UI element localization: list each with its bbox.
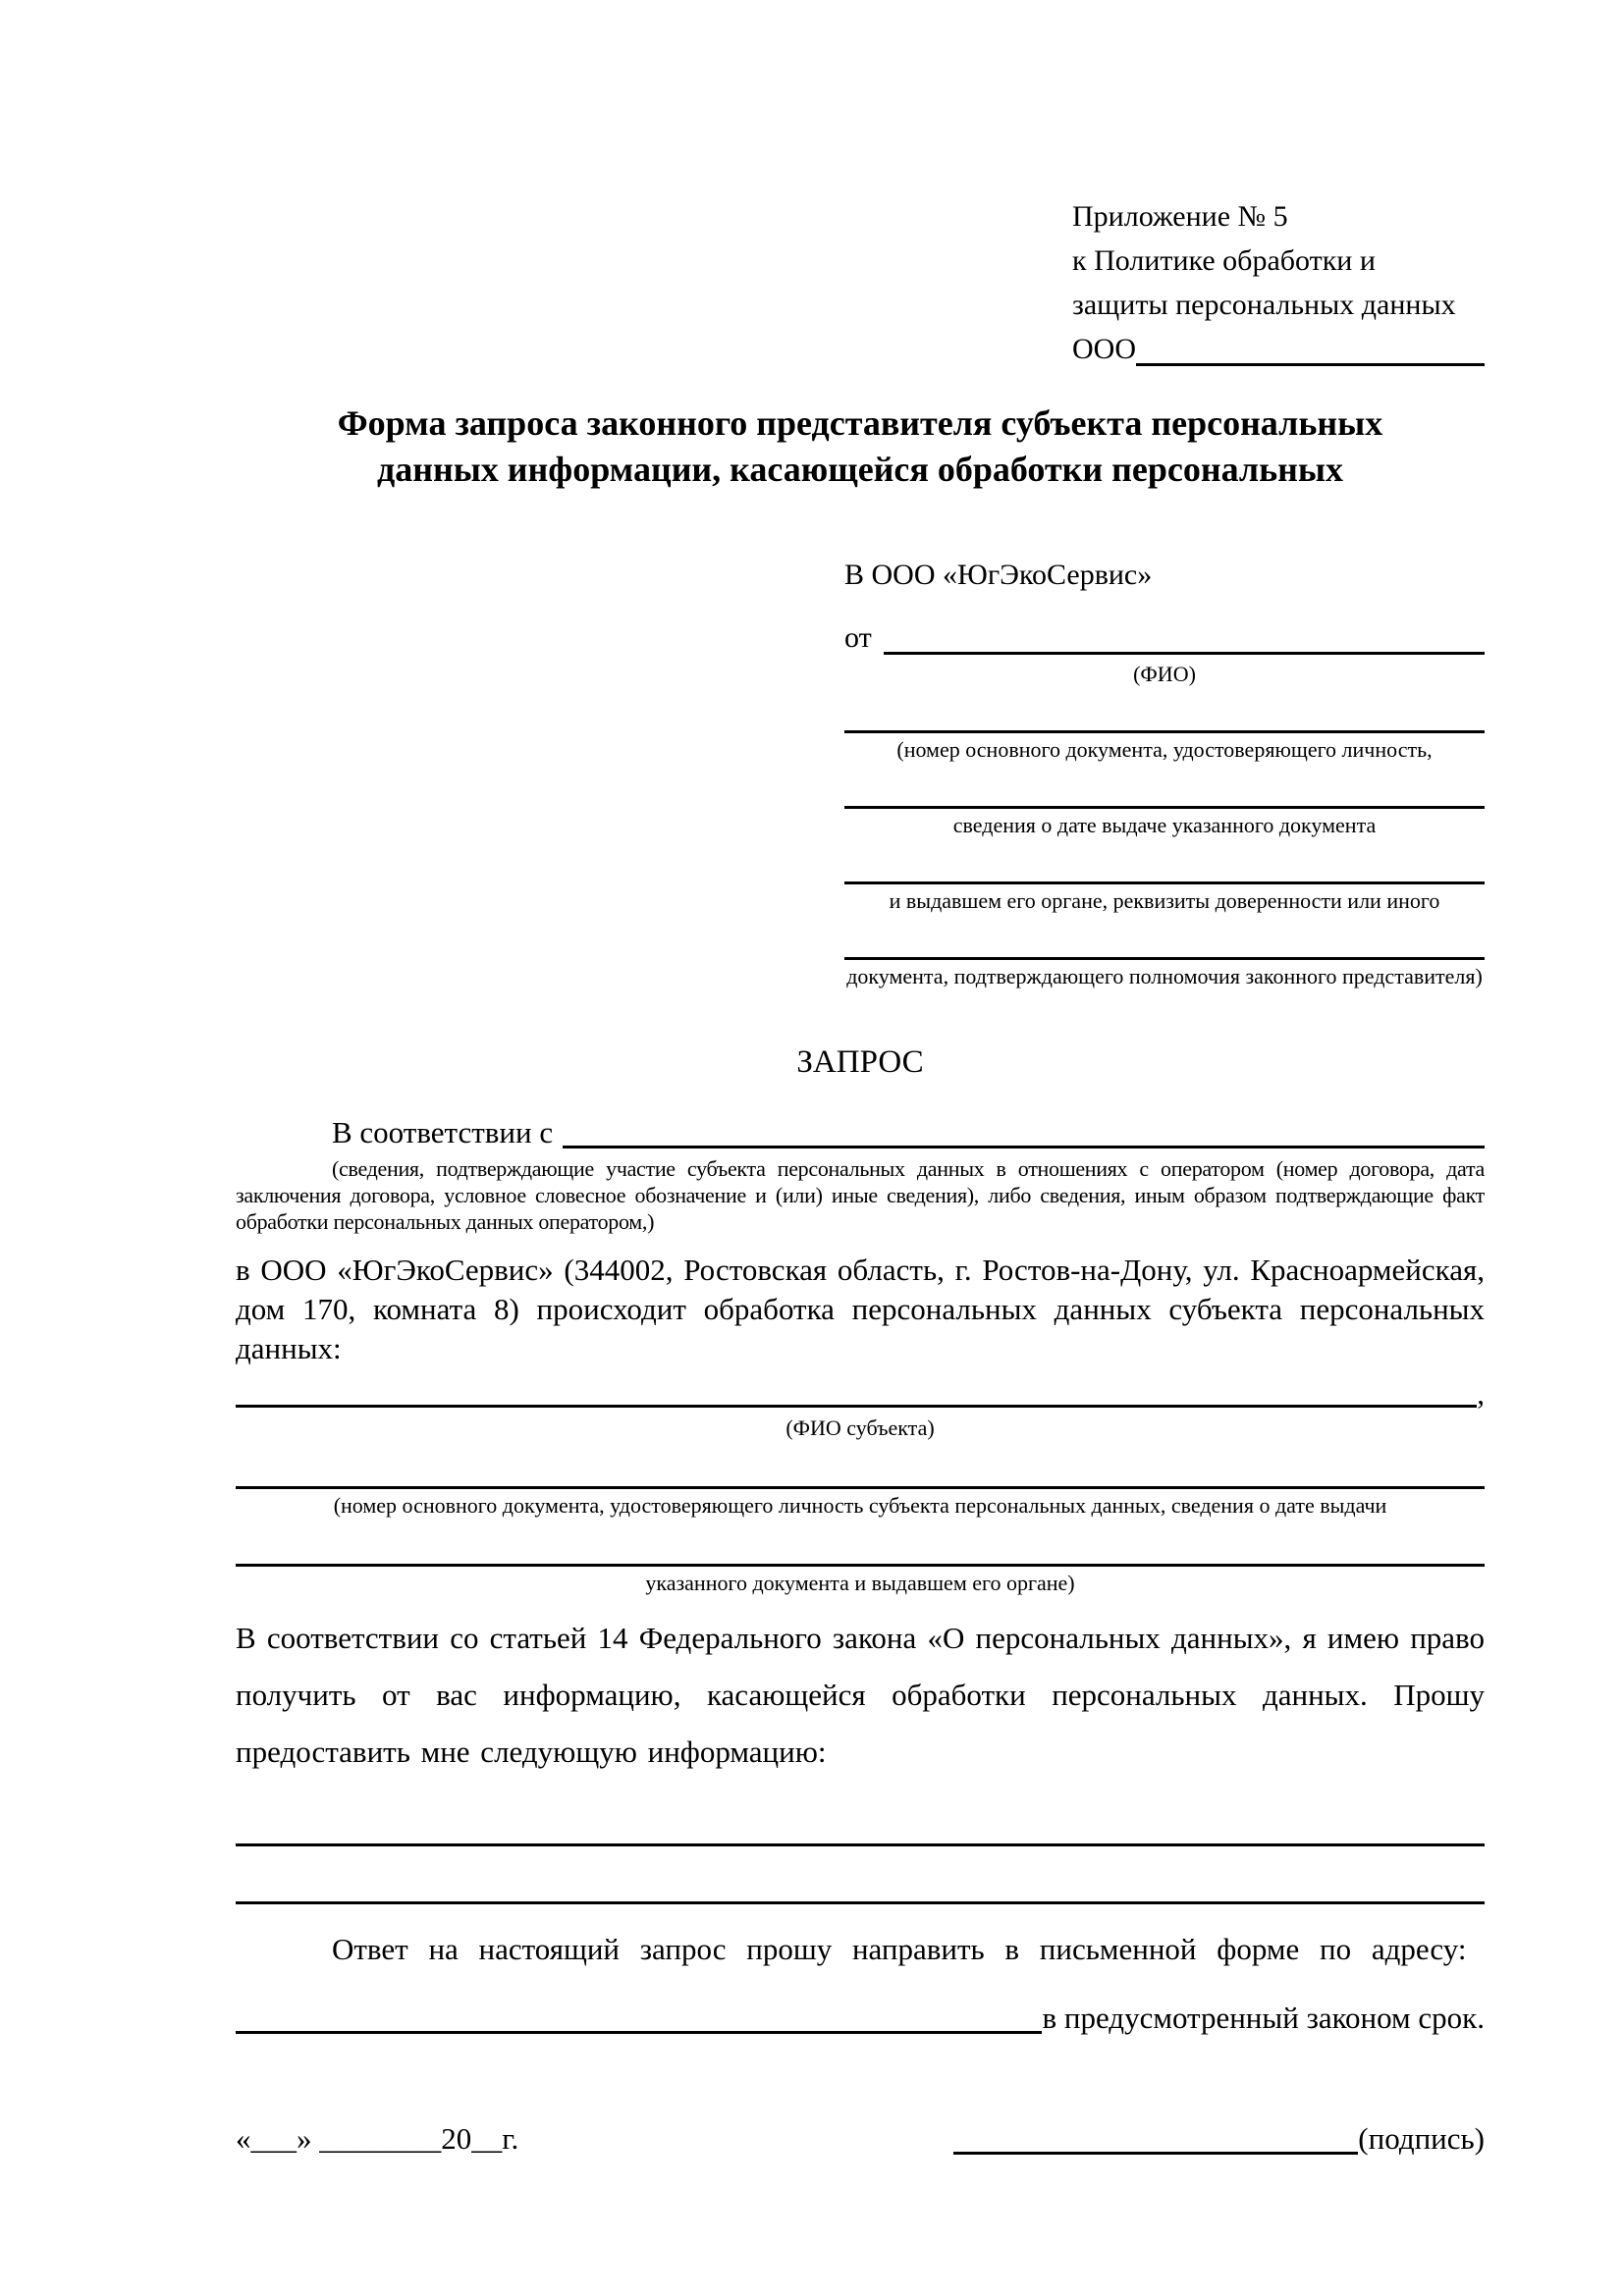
representative-document-blank-field-1[interactable] [844, 687, 1485, 733]
signature-group [953, 2116, 1485, 2159]
form-title [236, 400, 1485, 493]
operator-paragraph: в ООО «ЮгЭкоСервис» (344002, Ростовская область, г. Ростов-на-Дону, ул. Красноармейская, дом 170, комната 8) происходит обработка персональных данных субъекта персональных данных: [236, 1253, 1485, 1365]
accordance-row [236, 1109, 1485, 1152]
date-blank-line[interactable]: «___» ________20__г. [236, 2121, 519, 2156]
appendix-header [1072, 194, 1485, 371]
representative-document-blank-field-4[interactable] [844, 914, 1485, 960]
signature-blank-field[interactable] [953, 2116, 1358, 2155]
appendix-line-1: Приложение № 5 [1072, 200, 1288, 233]
document-content [236, 194, 1485, 2159]
representative-doc-caption-1: (номер основного документа, удостоверяющего личность, [896, 737, 1433, 762]
address-blank-field[interactable] [236, 2031, 1042, 2034]
fio-caption: (ФИО) [1133, 662, 1196, 686]
subject-line-comma: , [1477, 1376, 1485, 1411]
information-blank-field-1[interactable] [236, 1781, 1485, 1846]
addressee-to-line: В ООО «ЮгЭкоСервис» [844, 559, 1153, 591]
signature-caption: (подпись) [1358, 2121, 1485, 2156]
subject-doc-caption-2: указанного документа и выдавшем его органе) [645, 1571, 1075, 1595]
footer-row [236, 2116, 1485, 2159]
subject-fio-row [236, 1372, 1485, 1412]
subject-fio-caption: (ФИО субъекта) [785, 1415, 935, 1440]
request-heading: ЗАПРОС [796, 1044, 924, 1080]
company-name-blank-field[interactable] [1136, 363, 1485, 366]
subject-fio-blank-field[interactable] [236, 1405, 1477, 1408]
representative-doc-caption-4: документа, подтверждающего полномочия законного представителя) [846, 964, 1483, 988]
address-row [236, 1995, 1485, 2038]
subject-document-blank-field-1[interactable] [236, 1441, 1485, 1489]
subject-document-blank-field-2[interactable] [236, 1519, 1485, 1567]
information-blank-field-2[interactable] [236, 1846, 1485, 1904]
answer-paragraph: Ответ на настоящий запрос прошу направить в письменной форме по адресу: [332, 1932, 1467, 1966]
accordance-note: (сведения, подтверждающие участие субъекта персональных данных в отношениях с оператором (номер договора, дата заключения договора, условное словесное обозначение и (или) иные сведения), либо сведения, иным образом подтверждающие факт обработки персональных данных оператором,) [236, 1156, 1485, 1234]
representative-document-blank-field-2[interactable] [844, 763, 1485, 809]
addressee-block [844, 556, 1485, 989]
form-title-line-1: Форма запроса законного представителя субъекта персональных [337, 403, 1383, 443]
company-prefix-label: ООО [1072, 333, 1136, 365]
appendix-company-line [1072, 327, 1485, 371]
representative-document-blank-field-3[interactable] [844, 838, 1485, 884]
form-title-line-2: данных информации, касающейся обработки персональных [377, 450, 1343, 489]
accordance-label: В соответствии с [332, 1115, 554, 1149]
representative-doc-caption-2: сведения о дате выдаче указанного документа [952, 813, 1377, 837]
accordance-blank-field[interactable] [563, 1146, 1485, 1148]
from-row [844, 611, 1485, 658]
term-text: в предусмотренный законом срок. [1042, 2001, 1485, 2035]
appendix-line-3: защиты персональных данных [1072, 289, 1456, 321]
representative-name-blank-field[interactable] [884, 652, 1485, 655]
subject-doc-caption-1: (номер основного документа, удостоверяющего личность субъекта персональных данных, сведения о дате выдачи [333, 1493, 1387, 1518]
representative-doc-caption-3: и выдавшем его органе, реквизиты доверенности или иного [889, 888, 1440, 913]
law-paragraph: В соответствии со статьей 14 Федерального закона «О персональных данных», я имею право получить от вас информацию, касающейся обработки персональных данных. Прошу предоставить мне следующую информацию: [236, 1621, 1485, 1769]
appendix-line-2: к Политике обработки и [1072, 244, 1376, 277]
from-label: от [844, 621, 872, 654]
